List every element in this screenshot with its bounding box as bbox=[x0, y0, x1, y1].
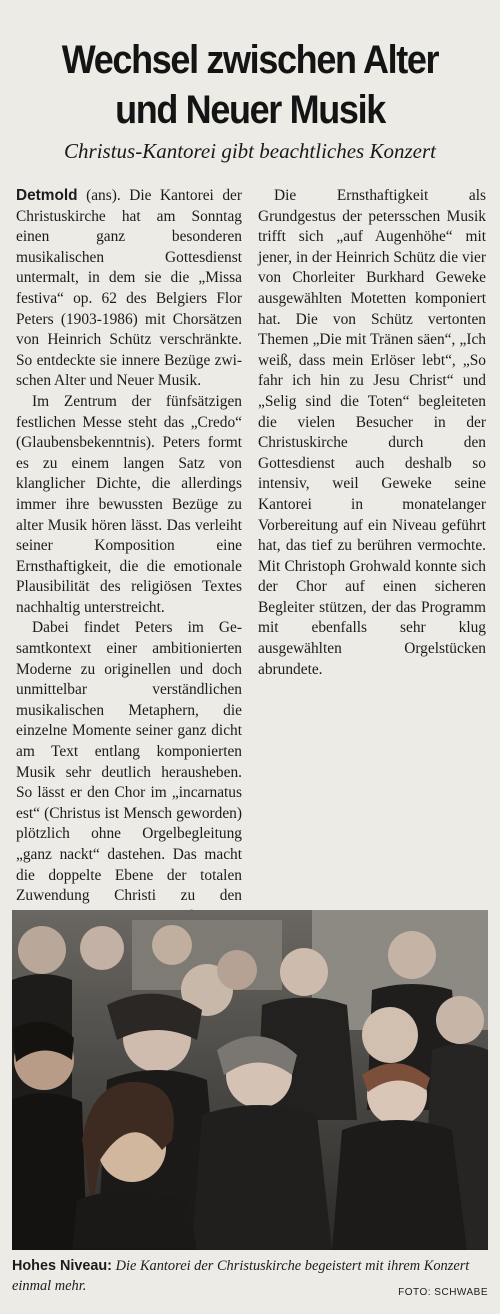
article-column-right bbox=[258, 186, 486, 680]
caption-label: Hohes Niveau: bbox=[12, 1258, 112, 1274]
paragraph-1-text: (ans). Die Kantorei der Christuskirche hat am Sonntag einen ganz besonderen musikalischen Gottesdienst untermalt, in dem sie die „Missa festiva“ op. 62 des Belgiers Flor Peters (1903-1986) mit Chorsätzen von Heinrich Schütz verschränkte. So entdeckte sie innere Bezüge zwischen Alter und Neuer Musik. bbox=[16, 187, 242, 390]
caption-text: Die Kantorei der Christuskirche begeistert mit ihrem Konzert einmal mehr. bbox=[12, 1258, 470, 1294]
photo-credit: FOTO: SCHWABE bbox=[398, 1287, 488, 1298]
article-paragraph-4: Die Ernsthaftigkeit als Grundgestus der petersschen Musik trifft sich „auf Augenhöhe“ mit jener, in der Heinrich Schütz die vier von Chorleiter Burkhard Geweke ausgewählten Motetten komponiert hat. Die von Schütz vertonten Themen „Die mit Tränen säen“, „Ich weiß, dass mein Erlöser lebt“, „So fahr ich hin zu Jesu Christ“ und „Selig sind die Toten“ begleiteten die vielen Besucher in der Christuskirche durch den Gottesdienst auch deshalb so intensiv, weil Geweke seine Kantorei in monatelanger Vorbereitung auf ein Niveau geführt hat, das tief zu berühren vermochte. Mit Christoph Grohwald konnte sich der Chor auf einen sicheren Begleiter stützen, der das Programm mit ebenfalls sehr klug ausgewählten Orgelstücken abrundete. bbox=[258, 187, 486, 678]
subheadline: Christus-Kantorei gibt beachtliches Konzert bbox=[64, 139, 436, 163]
headline: Wechsel zwischen Alter und Neuer Musik bbox=[61, 37, 439, 132]
dateline: Detmold bbox=[16, 187, 78, 204]
article-paragraph-2: Im Zentrum der fünfsätzigen festlichen Messe steht das „Credo“ (Glaubensbekenntnis). Peters formt es zu einem langen Satz von klanglicher Dichte, die allerdings immer ihre bewussten Bezüge zu alter Musik hören lässt. Das verleiht seiner Komposition eine Ernsthaftigkeit, die die emotionale Plausibilität des religiösen Textes nachhaltig unterstreicht. bbox=[16, 392, 242, 616]
article-column-left bbox=[16, 186, 242, 1030]
article-paragraph-1 bbox=[16, 186, 242, 392]
article-paragraph-3: Dabei findet Peters im Gesamtkontext einer ambitionierten Moderne zu originellen und doch unmittelbar verständlichen musikalischen Metaphern, die einzelne Momente seiner ganz dicht am Text entlang komponierten Musik sehr deutlich herausheben. So lässt er den Chor im „incarnatus est“ (Christus ist Mensch geworden) plötzlich ohne Orgelbegleitung „ganz nackt“ dastehen. Das macht die doppelte Ebene der totalen Zuwendung Christi zu den bbox=[16, 619, 242, 905]
choir-photo bbox=[12, 910, 488, 1250]
